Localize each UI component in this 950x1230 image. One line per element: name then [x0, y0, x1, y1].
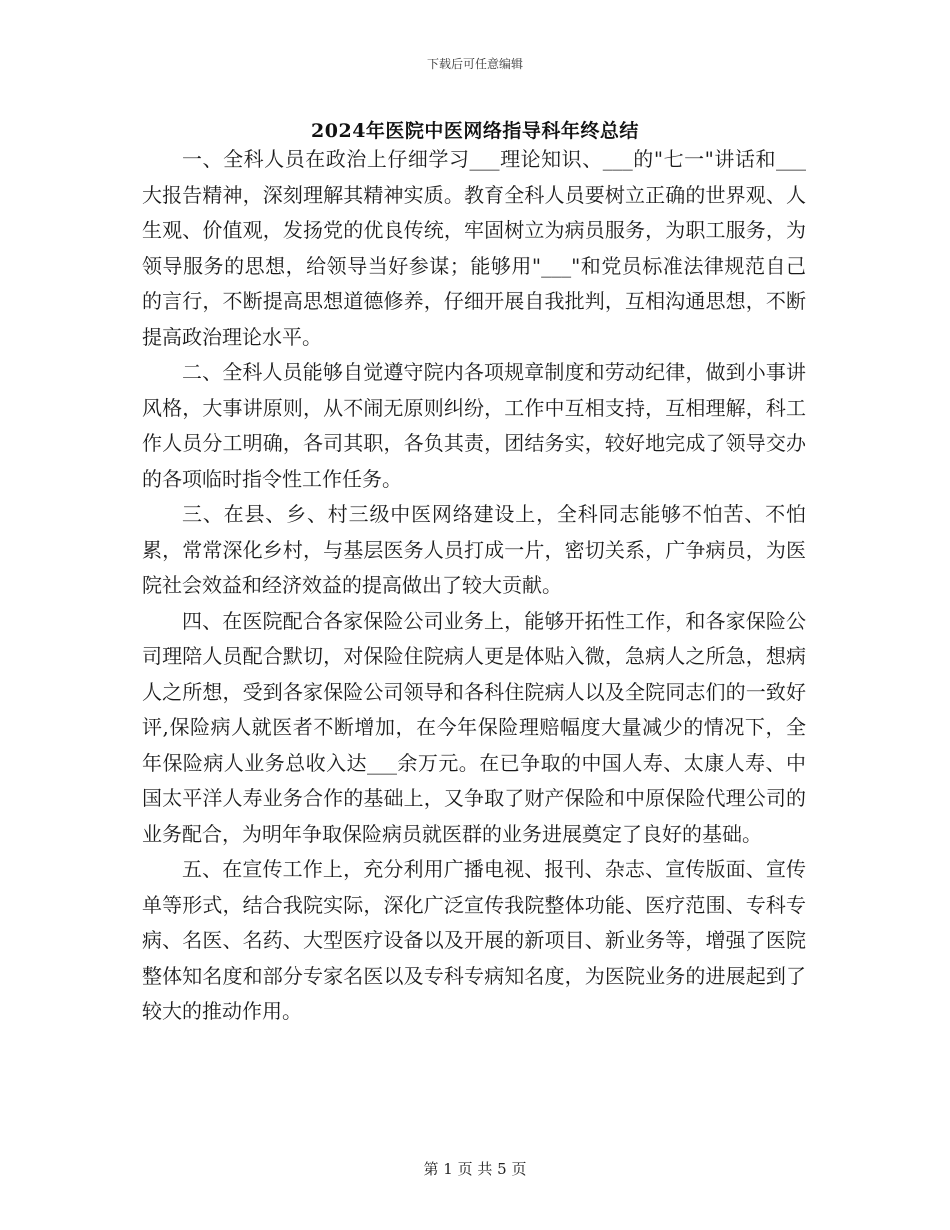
paragraph-2: 二、全科人员能够自觉遵守院内各项规章制度和劳动纪律，做到小事讲风格，大事讲原则，从不闹无原则纠纷，工作中互相支持，互相理解，科工作人员分工明确，各司其职，各负其责，团结务实，较好地完成了领导交办的各项临时指令性工作任务。: [142, 360, 806, 491]
document-title: 2024年医院中医网络指导科年终总结: [311, 120, 639, 142]
paragraph-1: 一、全科人员在政治上仔细学习___理论知识、___的"七一"讲话和___大报告精神，深刻理解其精神实质。教育全科人员要树立正确的世界观、人生观、价值观，发扬党的优良传统，牢固树立为病员服务，为职工服务，为领导服务的思想，给领导当好参谋；能够用"___"和党员标准法律规范自己的言行，不断提高思想道德修养，仔细开展自我批判，互相沟通思想，不断提高政治理论水平。: [142, 147, 806, 349]
document-body: [142, 142, 806, 1030]
paragraph-3: 三、在县、乡、村三级中医网络建设上，全科同志能够不怕苦、不怕累，常常深化乡村，与基层医务人员打成一片，密切关系，广争病员，为医院社会效益和经济效益的提高做出了较大贡献。: [142, 502, 806, 597]
page-number: 第 1 页 共 5 页: [423, 1160, 527, 1178]
paragraph-5: 五、在宣传工作上，充分利用广播电视、报刊、杂志、宣传版面、宣传单等形式，结合我院实际，深化广泛宣传我院整体功能、医疗范围、专科专病、名医、名药、大型医疗设备以及开展的新项目、新业务等，增强了医院整体知名度和部分专家名医以及专科专病知名度，为医院业务的进展起到了较大的推动作用。: [142, 857, 806, 1023]
page-header-note: 下载后可任意编辑: [426, 57, 523, 71]
paragraph-4: 四、在医院配合各家保险公司业务上，能够开拓性工作，和各家保险公司理陪人员配合默切，对保险住院病人更是体贴入微，急病人之所急，想病人之所想，受到各家保险公司领导和各科住院病人以及全院同志们的一致好评,保险病人就医者不断增加，在今年保险理赔幅度大量减少的情况下，全年保险病人业务总收入达___余万元。在已争取的中国人寿、太康人寿、中国太平洋人寿业务合作的基础上，又争取了财产保险和中原保险代理公司的业务配合，为明年争取保险病员就医群的业务进展奠定了良好的基础。: [142, 608, 806, 846]
